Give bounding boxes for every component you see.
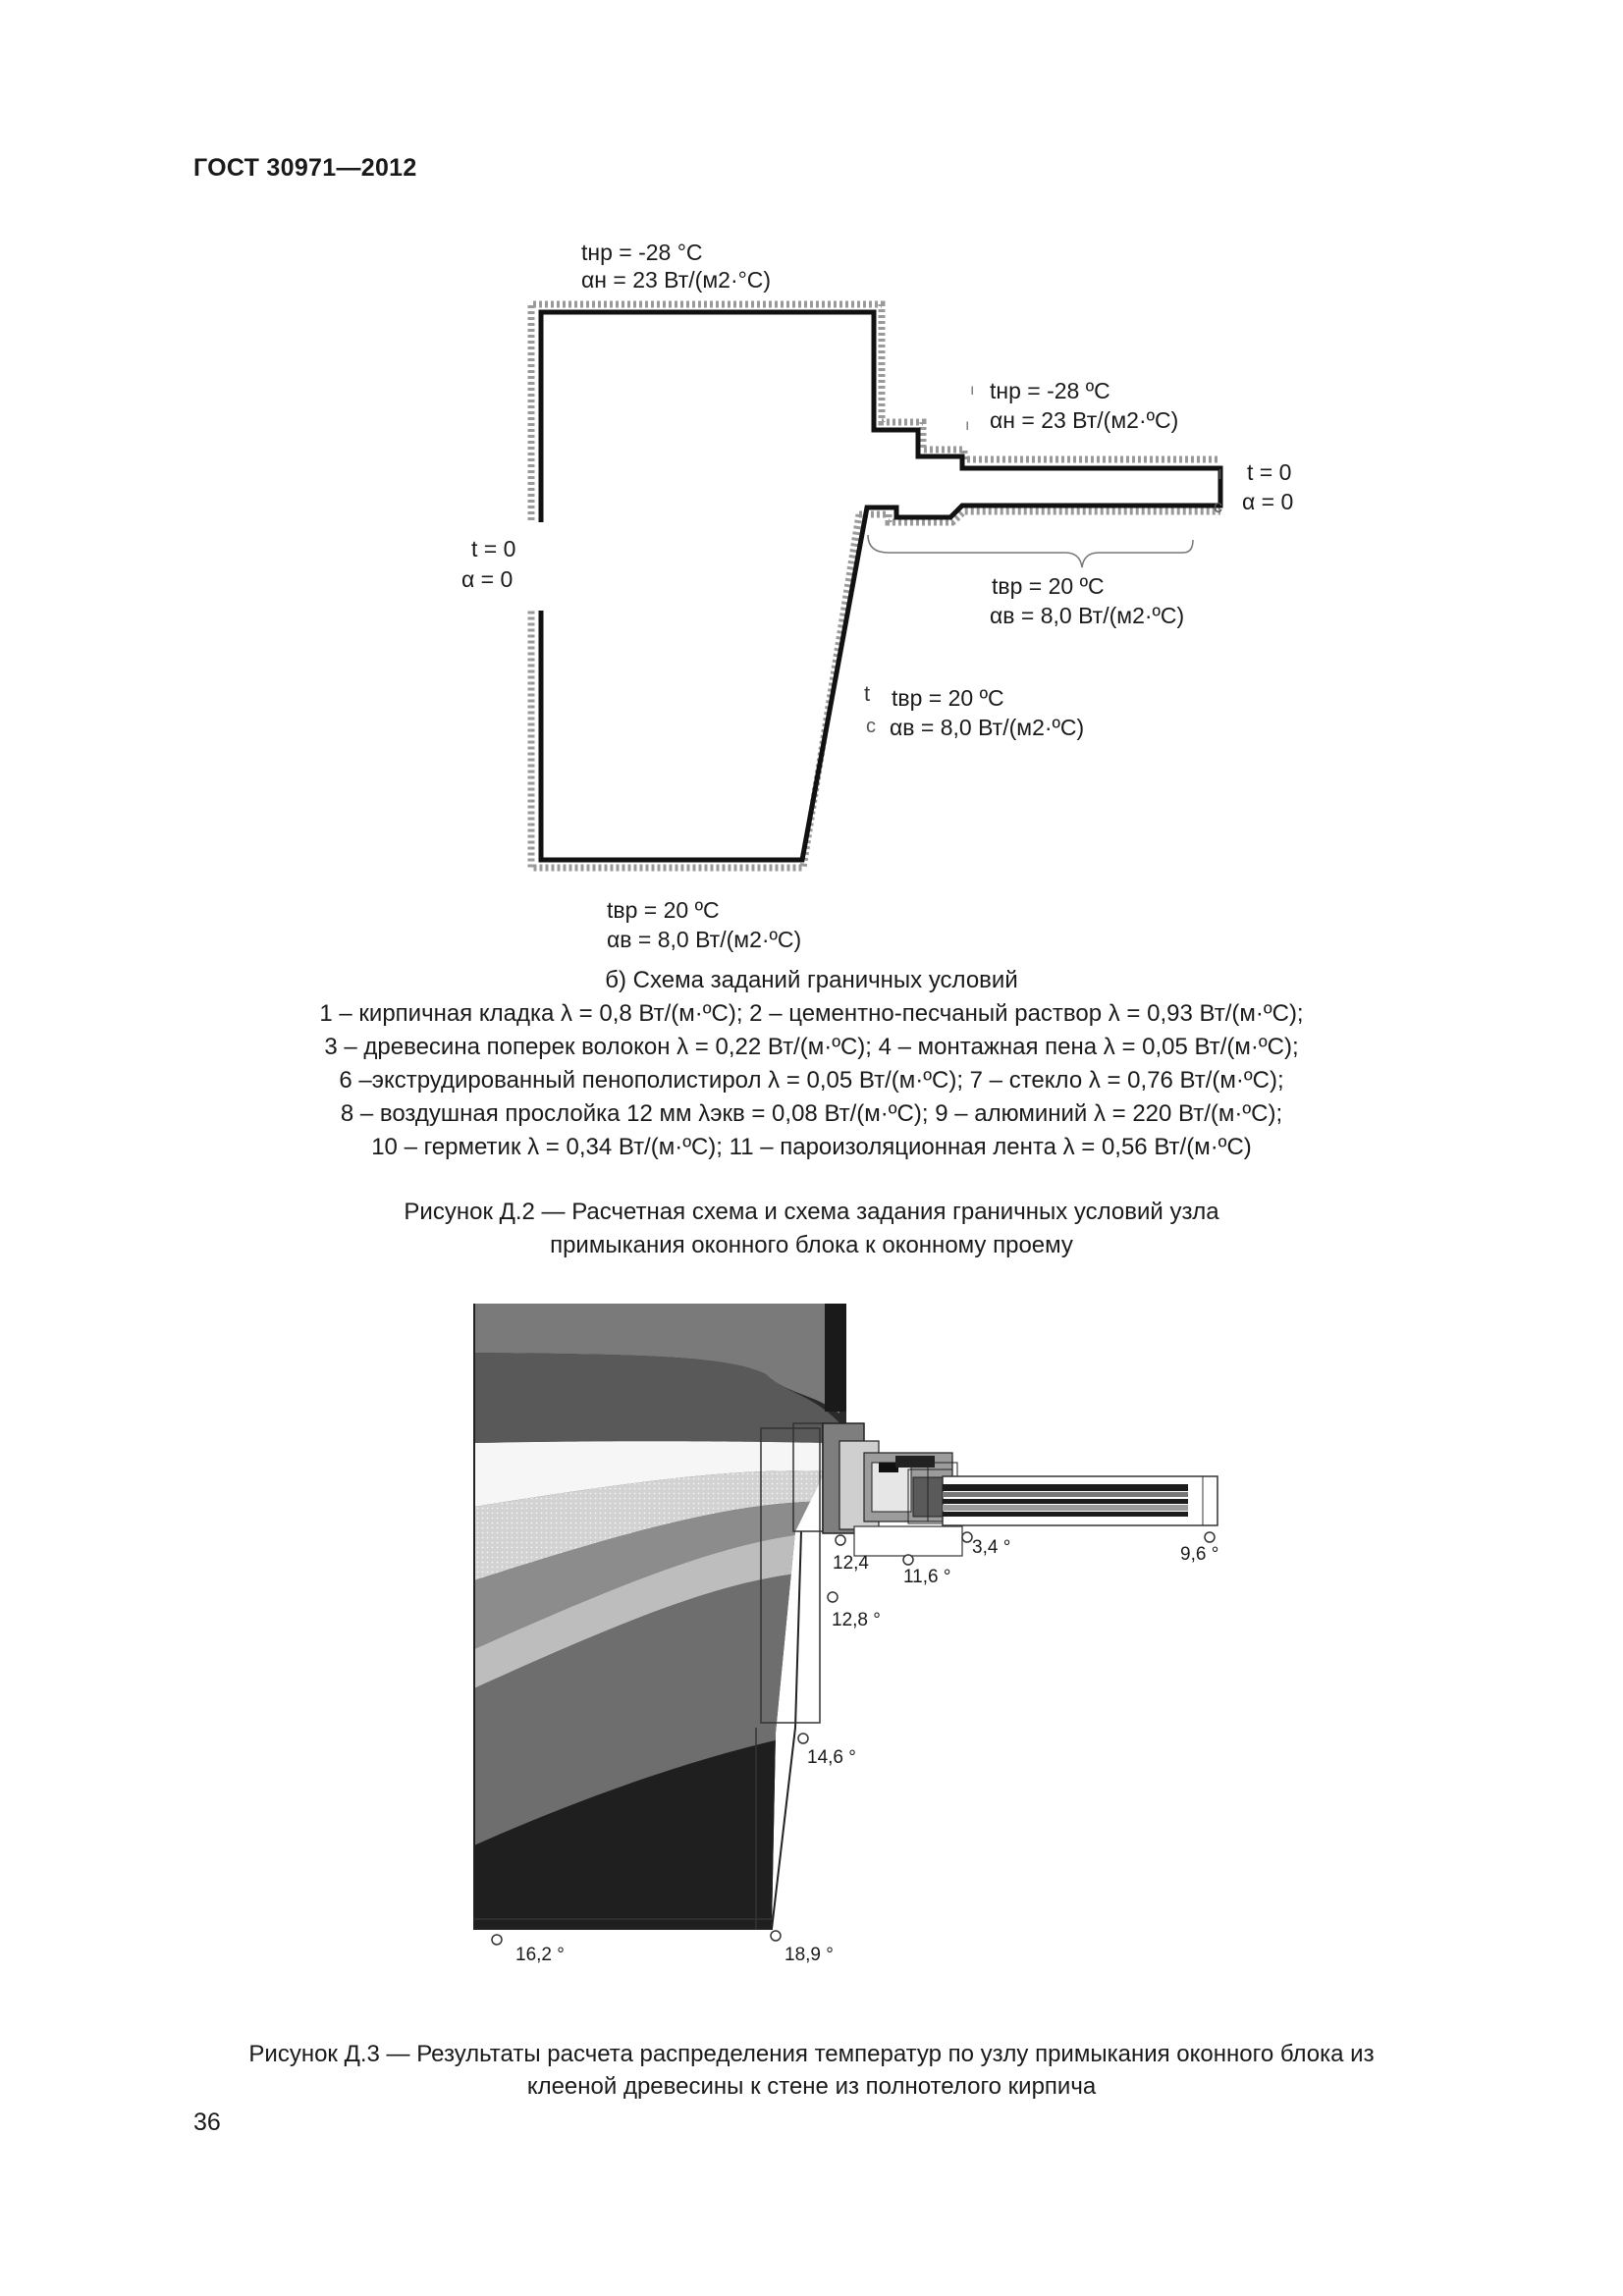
label-right-ext-alpha: αн = 23 Вт/(м2·ºС): [990, 407, 1179, 433]
legend-line-2: 3 – древесина поперек волокон λ = 0,22 Вт/(м·ºС); 4 – монтажная пена λ = 0,05 Вт/(м·ºС);: [324, 1034, 1299, 1060]
temp-label-11-6: 11,6 °: [903, 1567, 951, 1587]
temp-label-3-4: 3,4 °: [972, 1537, 1011, 1558]
temp-label-18-9: 18,9 °: [784, 1945, 834, 1965]
point-16-2: [492, 1935, 502, 1945]
interior-brace: [868, 535, 1193, 567]
label-top-ext-alpha: αн = 23 Вт/(м2·°С): [581, 267, 772, 293]
figure2-caption-line-1: Рисунок Д.2 — Расчетная схема и схема задания граничных условий узла: [404, 1199, 1219, 1225]
label-brace-int-alpha: αв = 8,0 Вт/(м2·ºС): [990, 603, 1185, 628]
point-12-4: [836, 1535, 845, 1545]
legend-line-3: 6 –экструдированный пенополистирол λ = 0,05 Вт/(м·ºС); 7 – стекло λ = 0,76 Вт/(м·ºС);: [339, 1067, 1284, 1094]
label-left-edge-alpha: α = 0: [461, 566, 514, 592]
temp-label-14-6: 14,6 °: [807, 1747, 856, 1768]
legend-line-5: 10 – герметик λ = 0,34 Вт/(м·ºС); 11 – пароизоляционная лента λ = 0,56 Вт/(м·ºС): [371, 1134, 1252, 1160]
point-14-6: [798, 1734, 808, 1743]
point-3-4: [962, 1532, 972, 1542]
temp-label-12-8: 12,8 °: [832, 1610, 881, 1630]
label-left-edge-temp: t = 0: [471, 536, 516, 561]
legend-line-4: 8 – воздушная прослойка 12 мм λэкв = 0,08 Вт/(м·ºС); 9 – алюминий λ = 220 Вт/(м·ºС);: [340, 1100, 1283, 1127]
figure3-caption-line-1: Рисунок Д.3 — Результаты расчета распределения температур по узлу примыкания оконного блока из: [248, 2041, 1375, 2067]
label-top-ext-temp: tнр = -28 °С: [581, 240, 703, 265]
svg-text:ı: ı: [970, 382, 975, 399]
svg-text:ı: ı: [1217, 463, 1223, 483]
svg-text:c: c: [866, 716, 876, 737]
label-bottom-int-temp: tвр = 20 ºС: [607, 897, 720, 923]
page-number: 36: [193, 2109, 221, 2136]
label-slope-int-alpha: αв = 8,0 Вт/(м2·ºС): [890, 715, 1085, 740]
figure3-caption-line-2: клееной древесины к стене из полнотелого кирпича: [526, 2073, 1097, 2100]
label-bottom-int-alpha: αв = 8,0 Вт/(м2·ºС): [607, 927, 802, 952]
figure2-caption-line-2: примыкания оконного блока к оконному проему: [550, 1232, 1073, 1258]
boundary-scheme-diagram: [0, 0, 1623, 942]
legend-line-1: 1 – кирпичная кладка λ = 0,8 Вт/(м·ºС); 2 – цементно-песчаный раствор λ = 0,93 Вт/(м·ºС);: [319, 1000, 1304, 1027]
temp-label-16-2: 16,2 °: [515, 1945, 565, 1965]
point-9-6: [1205, 1532, 1215, 1542]
svg-text:ı: ı: [965, 417, 970, 434]
point-18-9: [771, 1931, 781, 1941]
glazing-unit: [943, 1476, 1217, 1525]
label-brace-int-temp: tвр = 20 ºС: [992, 573, 1105, 599]
scheme-subtitle: б) Схема заданий граничных условий: [605, 967, 1018, 993]
label-slope-int-temp: tвр = 20 ºС: [892, 685, 1004, 711]
document-header: ГОСТ 30971—2012: [193, 154, 417, 182]
svg-text:c: c: [1214, 497, 1222, 516]
point-12-8: [828, 1592, 838, 1602]
temperature-field-diagram: [0, 1296, 1623, 1983]
temp-label-9-6: 9,6 °: [1180, 1544, 1219, 1565]
point-11-6: [903, 1555, 913, 1565]
temp-label-12-4: 12,4: [833, 1553, 869, 1574]
label-right-edge-temp: t = 0: [1247, 459, 1292, 485]
svg-text:t: t: [864, 681, 871, 706]
label-right-ext-temp: tнр = -28 ºС: [990, 378, 1110, 403]
label-right-edge-alpha: α = 0: [1242, 489, 1294, 514]
